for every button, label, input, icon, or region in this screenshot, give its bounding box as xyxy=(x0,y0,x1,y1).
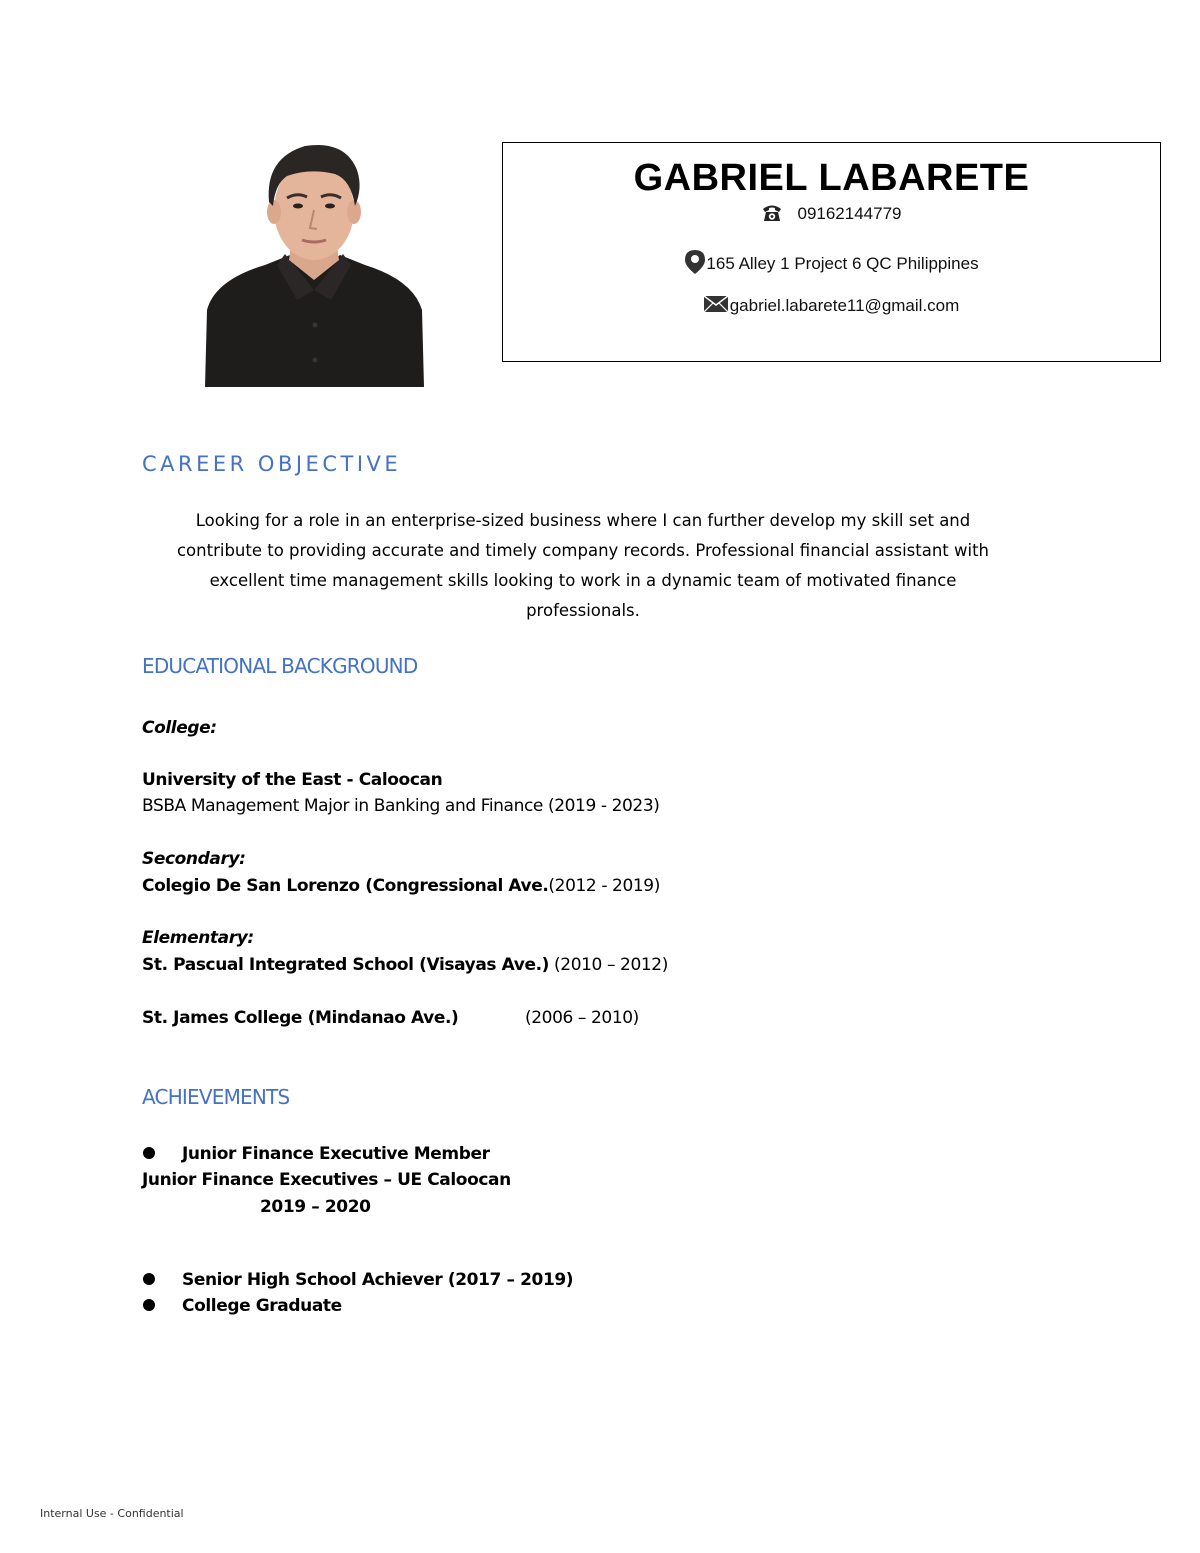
achievement-1-org: Junior Finance Executives – UE Caloocan xyxy=(142,1170,511,1190)
secondary-label: Secondary: xyxy=(142,849,246,869)
phone-icon xyxy=(761,201,783,228)
full-name: GABRIEL LABARETE xyxy=(633,157,1030,199)
education-heading: EDUCATIONAL BACKGROUND xyxy=(142,654,418,678)
secondary-years: (2012 - 2019) xyxy=(548,876,660,896)
achievement-1-years: 2019 – 2020 xyxy=(260,1197,371,1217)
objective-line: professionals. xyxy=(526,601,640,620)
achievement-1: Junior Finance Executive Member xyxy=(182,1144,490,1164)
objective-line: contribute to providing accurate and timely company records. Professional financial assistant with xyxy=(176,541,990,560)
contact-box xyxy=(502,142,1161,362)
address-text: 165 Alley 1 Project 6 QC Philippines xyxy=(706,253,979,273)
objective-line: excellent time management skills looking to work in a dynamic team of motivated finance xyxy=(209,571,957,590)
achievements-heading: ACHIEVEMENTS xyxy=(142,1085,290,1109)
address-row xyxy=(503,249,1160,280)
elementary-years-2: (2006 – 2010) xyxy=(525,1008,639,1028)
career-objective-text xyxy=(150,506,1016,626)
secondary-entry xyxy=(142,876,660,896)
bullet-icon xyxy=(143,1299,155,1311)
career-objective-heading: CAREER OBJECTIVE xyxy=(142,452,402,476)
elementary-label: Elementary: xyxy=(142,928,254,948)
email-address[interactable]: gabriel.labarete11@gmail.com xyxy=(729,296,960,315)
confidentiality-footer: Internal Use - Confidential xyxy=(40,1507,184,1520)
email-row xyxy=(503,296,1160,317)
achievement-2: Senior High School Achiever (2017 – 2019) xyxy=(182,1270,574,1290)
elementary-school-2: St. James College (Mindanao Ave.) xyxy=(142,1008,459,1028)
elementary-entry-1 xyxy=(142,955,668,975)
college-school: University of the East - Caloocan xyxy=(142,770,443,790)
profile-photo xyxy=(205,140,424,387)
achievement-3: College Graduate xyxy=(182,1296,342,1316)
location-pin-icon xyxy=(684,249,706,280)
college-label: College: xyxy=(142,718,217,738)
bullet-icon xyxy=(143,1147,155,1159)
bullet-icon xyxy=(143,1273,155,1285)
elementary-school-1: St. Pascual Integrated School (Visayas Ave.) xyxy=(142,955,550,975)
envelope-icon xyxy=(704,296,728,317)
secondary-school: Colegio De San Lorenzo (Congressional Ave. xyxy=(142,876,549,896)
objective-line: Looking for a role in an enterprise-sized business where I can further develop my skill set and xyxy=(195,511,971,530)
phone-number[interactable]: 09162144779 xyxy=(797,203,902,223)
phone-row xyxy=(503,201,1160,228)
elementary-years-1: (2010 – 2012) xyxy=(554,955,668,975)
college-degree: BSBA Management Major in Banking and Finance (2019 - 2023) xyxy=(142,796,660,816)
